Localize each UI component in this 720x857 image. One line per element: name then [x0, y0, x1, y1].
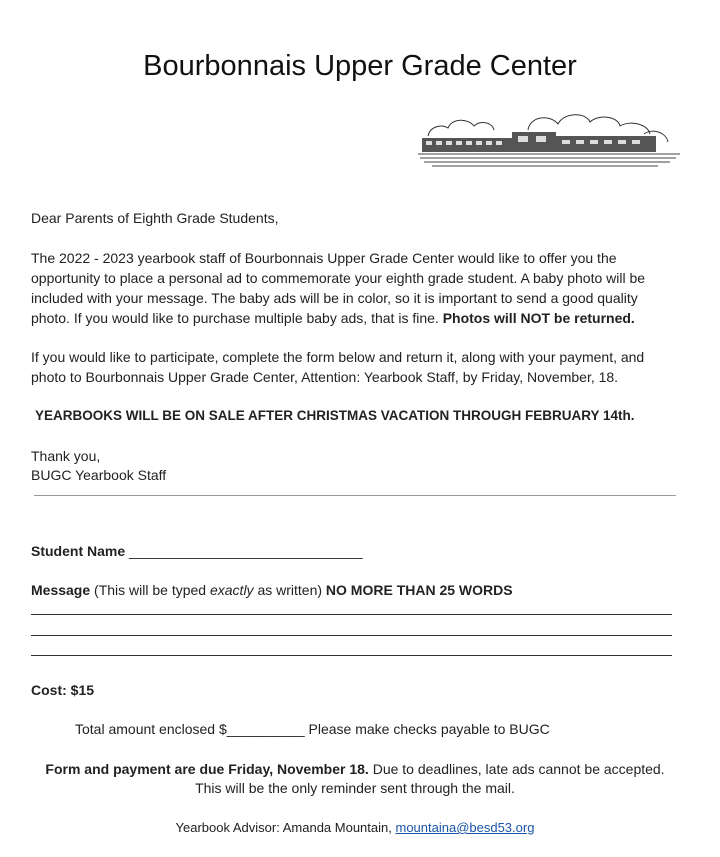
student-name-field[interactable] — [31, 541, 363, 561]
message-note-start: (This will be typed — [90, 582, 210, 598]
salutation: Dear Parents of Eighth Grade Students, — [31, 210, 279, 226]
section-divider — [34, 495, 676, 496]
checks-payable-note: Please make checks payable to BUGC — [304, 721, 550, 737]
intro-line-4 — [31, 308, 635, 328]
advisor-label: Yearbook Advisor: Amanda Mountain, — [175, 820, 396, 835]
instructions-line-2: photo to Bourbonnais Upper Grade Center, Attention: Yearbook Staff, by Friday, November, 18. — [31, 369, 619, 385]
intro-line-4-text: photo. If you would like to purchase multiple baby ads, that is fine. — [31, 310, 443, 326]
due-date-line-1 — [0, 759, 710, 779]
student-name-blank[interactable]: ______________________________ — [129, 543, 363, 559]
due-date-line-2: This will be the only reminder sent through the mail. — [195, 780, 515, 796]
intro-line-2: opportunity to place a personal ad to commemorate your eighth grade student. A baby photo will be — [31, 270, 646, 286]
closing-thanks: Thank you, — [31, 448, 101, 464]
photos-not-returned-note: Photos will NOT be returned. — [442, 310, 635, 326]
message-word-limit: NO MORE THAN 25 WORDS — [325, 582, 513, 598]
closing-signature: BUGC Yearbook Staff — [31, 467, 167, 483]
school-building-illustration — [418, 108, 680, 172]
message-blank-line-3[interactable] — [31, 655, 672, 656]
intro-line-1: The 2022 - 2023 yearbook staff of Bourbonnais Upper Grade Center would like to offer you the — [31, 250, 617, 266]
total-enclosed-label: Total amount enclosed $ — [75, 721, 227, 737]
sale-notice: YEARBOOKS WILL BE ON SALE AFTER CHRISTMAS VACATION THROUGH FEBRUARY 14th. — [35, 408, 635, 423]
page-title: Bourbonnais Upper Grade Center — [143, 50, 577, 82]
intro-line-3: included with your message. The baby ads will be in color, so it is important to send a good quality — [31, 290, 638, 306]
message-note-emphasis: exactly — [209, 582, 254, 598]
message-note-end: as written) — [253, 582, 326, 598]
due-date-rest: Due to deadlines, late ads cannot be accepted. — [368, 761, 665, 777]
student-name-label: Student Name — [31, 543, 126, 559]
advisor-email-link[interactable]: mountaina@besd53.org — [395, 820, 535, 835]
message-heading — [31, 580, 513, 600]
message-label: Message — [31, 582, 91, 598]
message-blank-line-1[interactable] — [31, 614, 672, 615]
message-blank-line-2[interactable] — [31, 635, 672, 636]
cost-label: Cost: $15 — [31, 682, 95, 698]
advisor-line — [0, 818, 710, 838]
due-date-bold: Form and payment are due Friday, November 18. — [45, 761, 369, 777]
total-enclosed-row — [75, 719, 550, 739]
total-enclosed-blank[interactable]: __________ — [226, 721, 305, 737]
instructions-line-1: If you would like to participate, complete the form below and return it, along with your payment, and — [31, 349, 645, 365]
